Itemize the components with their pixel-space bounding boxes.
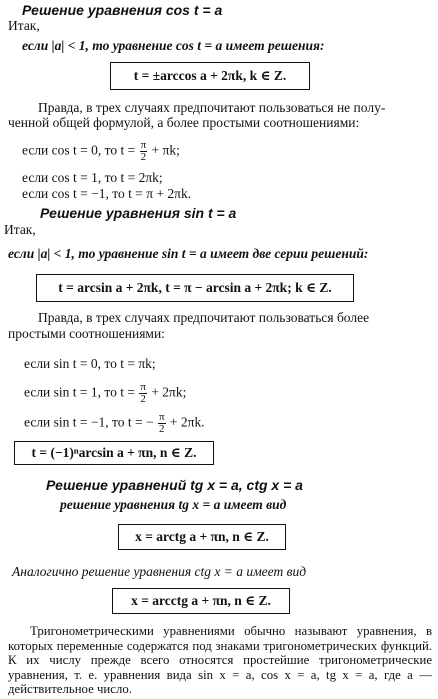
fraction-denominator: 2 [159, 423, 165, 435]
sin-case-one-suffix: + 2πk; [151, 384, 187, 400]
note-sin-line2: простыми соотношениями: [8, 326, 165, 341]
condition-sin: если |a| < 1, то уравнение sin t = a имеет две серии решений: [8, 246, 369, 261]
formula-tg: x = arctg a + πn, n ∈ Z. [135, 529, 269, 544]
note-cos-line2: ченной общей формулой, а более простыми соотношениями: [8, 115, 360, 130]
closing-paragraph: Тригонометрическими уравнениями обычно называют уравнения, в которых переменные содержатся под знаками тригонометрических функций. К их числу прежде всего относятся простейшие тригонометрические уравнения, т. е. уравнения вида sin x = a, cos x = a, tg x = a, где a — действительное число. [8, 624, 432, 696]
formula-box-tg [118, 524, 286, 550]
intro-sin: Итак, [4, 222, 36, 237]
fraction-denominator: 2 [140, 151, 147, 163]
heading-tg-ctg-equations: Решение уравнений tg x = a, ctg x = a [46, 477, 303, 493]
fraction-denominator: 2 [140, 393, 146, 405]
formula-box-sin [36, 274, 354, 302]
intro-cos: Итак, [8, 18, 40, 33]
sin-case-one-prefix: если sin t = 1, то t = [24, 384, 135, 400]
sin-case-one [24, 382, 186, 405]
note-cos-line1: Правда, в трех случаях предпочитают пользоваться не полу- [38, 100, 386, 115]
cos-case-zero-prefix: если cos t = 0, то t = [22, 142, 136, 158]
heading-sin-equation: Решение уравнения sin t = a [40, 205, 237, 221]
cos-case-zero-suffix: + πk; [151, 142, 180, 158]
fraction-numerator: π [140, 139, 147, 151]
formula-sin: t = arcsin a + 2πk, t = π − arcsin a + 2πk; k ∈ Z. [58, 280, 332, 295]
cos-case-one: если cos t = 1, то t = 2πk; [22, 170, 163, 185]
tg-equation-line: решение уравнения tg x = a имеет вид [60, 497, 287, 512]
formula-cos: t = ±arccos a + 2πk, k ∈ Z. [133, 68, 287, 83]
cos-case-zero [22, 140, 180, 163]
sin-case-zero: если sin t = 0, то t = πk; [24, 356, 156, 371]
formula-ctg: x = arcctg a + πn, n ∈ Z. [131, 593, 271, 608]
fraction-numerator: π [158, 411, 165, 423]
heading-cos-equation: Решение уравнения cos t = a [22, 2, 223, 18]
formula-box-sin-general [14, 441, 214, 465]
formula-sin-general: t = (−1)ⁿarcsin a + πn, n ∈ Z. [31, 445, 197, 460]
formula-box-ctg [112, 588, 290, 614]
sin-case-minus-one-suffix: + 2πk. [169, 414, 205, 430]
formula-box-cos [110, 62, 310, 90]
ctg-equation-line: Аналогично решение уравнения ctg x = a имеет вид [12, 564, 307, 579]
sin-case-minus-one [24, 412, 205, 435]
condition-cos: если |a| < 1, то уравнение cos t = a имеет решения: [22, 38, 325, 53]
sin-case-minus-one-fraction [158, 412, 166, 435]
fraction-numerator: π [140, 381, 146, 393]
cos-case-minus-one: если cos t = −1, то t = π + 2πk. [22, 186, 192, 201]
cos-case-zero-fraction [140, 140, 148, 163]
sin-case-minus-one-prefix: если sin t = −1, то t = − [24, 414, 154, 430]
sin-case-one-fraction [139, 382, 147, 405]
note-sin-line1: Правда, в трех случаях предпочитают пользоваться более [38, 310, 370, 325]
